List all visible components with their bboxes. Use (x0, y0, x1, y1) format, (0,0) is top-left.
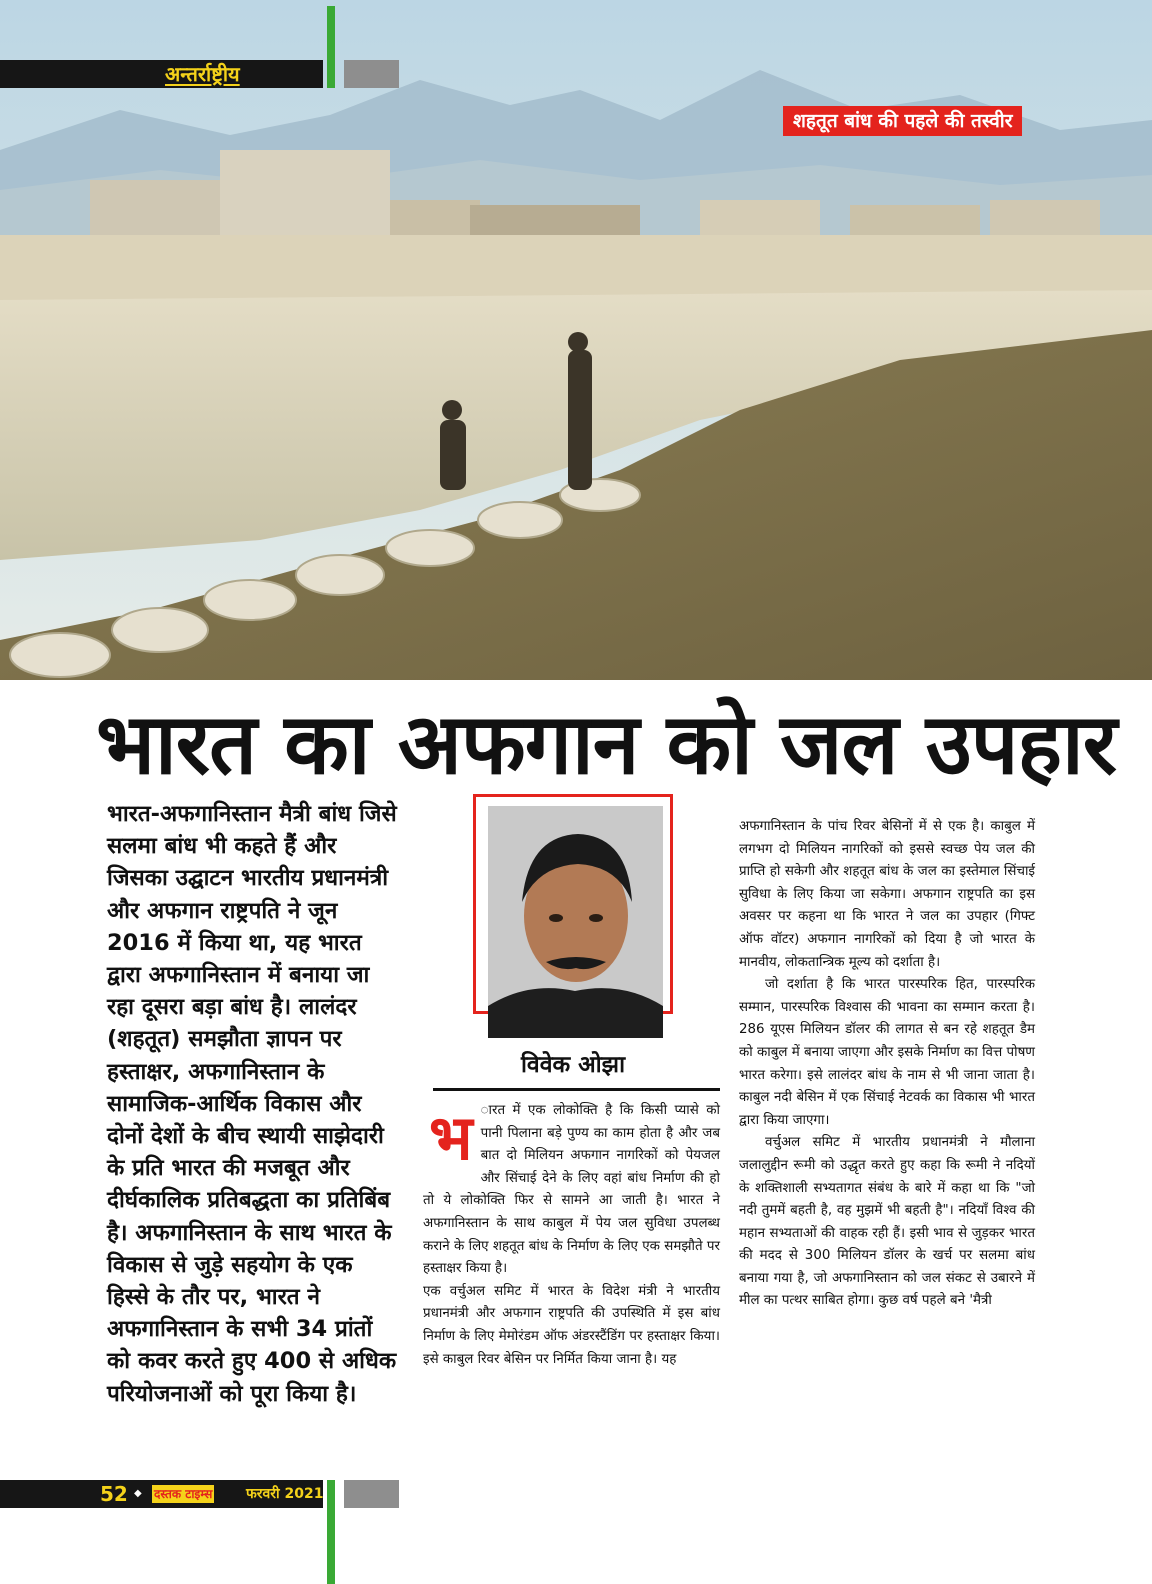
body-column-right (739, 816, 1035, 1313)
grey-block-bottom (344, 1480, 399, 1508)
body-paragraph: अफगानिस्तान के पांच रिवर बेसिनों में से एक है। काबुल में लगभग दो मिलियन नागरिकों को इससे स्वच्छ पेय जल की प्राप्ति हो सकेगी और शहतूत बांध के जल का इस्तेमाल सिंचाई सुविधा के लिए किया जा सकेगा। अफगान राष्ट्रपति का इस अवसर पर कहना था कि भारत ने जल का उपहार (गिफ्ट ऑफ वॉटर) अफगान नागरिकों को दिया है जो भारत के मानवीय, लोकतान्त्रिक मूल्य को दर्शाता है। (739, 819, 1035, 970)
page-number: 52 (100, 1482, 128, 1506)
green-divider-bottom (327, 1480, 335, 1584)
river-landscape-image (0, 0, 1152, 680)
magazine-brand: दस्तक टाइम्स (154, 1487, 213, 1501)
photo-caption: शहतूत बांध की पहले की तस्वीर (783, 106, 1022, 136)
diamond-icon: ◆ (134, 1488, 142, 1499)
issue-date: फरवरी 2021 (246, 1486, 324, 1502)
author-name: विवेक ओझा (520, 1052, 626, 1078)
body-paragraph: वर्चुअल समिट में भारतीय प्रधानमंत्री ने मौलाना जलालुद्दीन रूमी को उद्धृत करते हुए कहा कि रूमी ने नदियों के शक्तिशाली सभ्यतागत संबंध के बारे में कहा था कि "जो नदी तुममें बहती है, वह मुझमें भी बहती है"। नदियाँ विश्व की महान सभ्यताओं की वाहक रही हैं। इसी भाव से जुड़कर भारत की मदद से 300 मिलियन डॉलर के खर्च पर सलमा बांध बनाया गया है, जो अफगानिस्तान को जल संकट से उबारने में मील का पत्थर साबित होगा। कुछ वर्ष पहले बने 'मैत्री (739, 1135, 1035, 1309)
grey-block-top (344, 60, 399, 88)
headline: भारत का अफगान को जल उपहार (96, 695, 1117, 793)
author-photo (488, 806, 663, 1038)
body-paragraph (423, 1100, 720, 1281)
body-paragraph-text: ारत में एक लोकोक्ति है कि किसी प्यासे को पानी पिलाना बड़े पुण्य का काम होता है और जब बात दो मिलियन अफगान नागरिकों को पेयजल और सिंचाई देने के लिए वहां बांध निर्माण की हो तो ये लोकोक्ति फिर से सामने आ जाती है। भारत ने अफगानिस्तान के साथ काबुल में पेय जल सुविधा उपलब्ध कराने के लिए शहतूत बांध के निर्माण के लिए एक समझौते पर हस्ताक्षर किया है। (423, 1103, 720, 1277)
body-paragraph: जो दर्शाता है कि भारत पारस्परिक हित, पारस्परिक सम्मान, पारस्परिक विश्वास की भावना का सम्मान करता है। 286 यूएस मिलियन डॉलर की लागत से बन रहे शहतूत डैम को काबुल में बनाया जाएगा और इसके निर्माण का वित्त पोषण भारत करेगा। इसे लालंदर बांध के नाम से भी जाना जाता है। काबुल नदी बेसिन में एक सिंचाई नेटवर्क का विकास भी भारत द्वारा किया जाएगा। (739, 977, 1035, 1128)
section-bar (0, 60, 323, 88)
body-column-middle (423, 1100, 720, 1371)
author-portrait-image (488, 806, 663, 1038)
standfirst: भारत-अफगानिस्तान मैत्री बांध जिसे सलमा बांध भी कहते हैं और जिसका उद्घाटन भारतीय प्रधानमंत्री और अफगान राष्ट्रपति ने जून 2016 में किया था, यह भारत द्वारा अफगानिस्तान में बनाया जा रहा दूसरा बड़ा बांध है। लालंदर (शहतूत) समझौता ज्ञापन पर हस्ताक्षर, अफगानिस्तान के सामाजिक-आर्थिक विकास और दोनों देशों के बीच स्थायी साझेदारी के प्रति भारत की मजबूत और दीर्घकालिक प्रतिबद्धता का प्रतिबिंब है। अफगानिस्तान के साथ भारत के विकास से जुड़े सहयोग के एक हिस्से के तौर पर, भारत ने अफगानिस्तान के सभी 34 प्रांतों को कवर करते हुए 400 से अधिक परियोजनाओं को पूरा किया है। (107, 801, 397, 1407)
body-paragraph: एक वर्चुअल समिट में भारत के विदेश मंत्री ने भारतीय प्रधानमंत्री और अफगान राष्ट्रपति की उपस्थिति में इस बांध निर्माण के लिए मेमोरंडम ऑफ अंडरस्टैंडिंग पर हस्ताक्षर किया। इसे काबुल रिवर बेसिन पर निर्मित किया जाना है। यह (423, 1283, 720, 1367)
author-divider (433, 1088, 720, 1091)
section-label: अन्तर्राष्ट्रीय (165, 62, 240, 86)
green-divider-top (327, 6, 335, 88)
hero-photo (0, 0, 1152, 680)
drop-cap: भ (429, 1101, 473, 1174)
